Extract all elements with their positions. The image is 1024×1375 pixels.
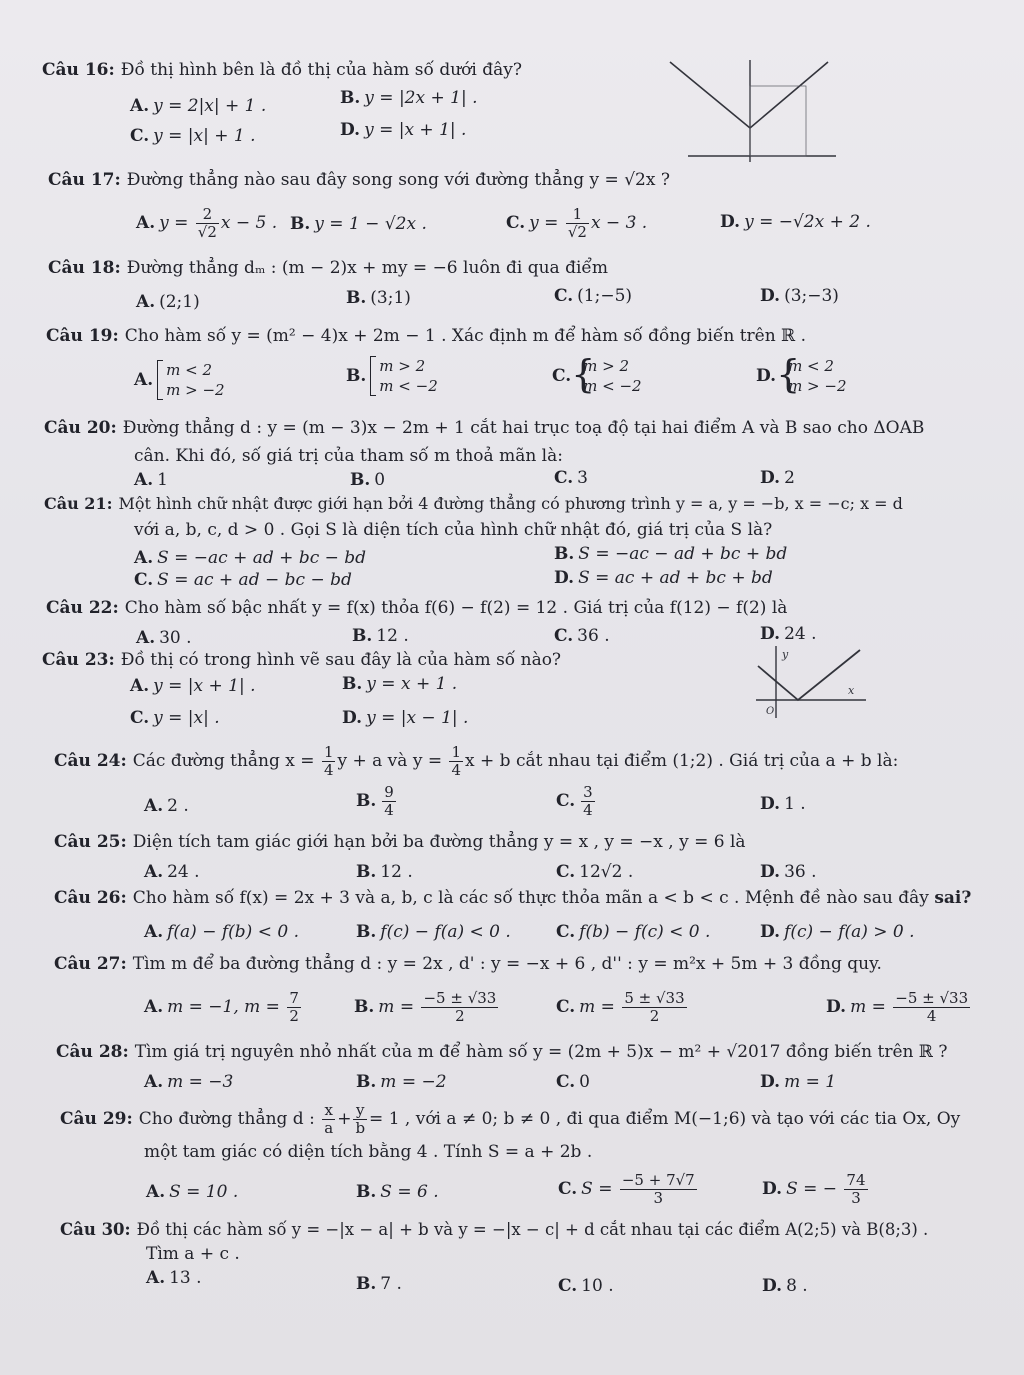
q26-option-d[interactable]: D. f(c) − f(a) > 0 . — [760, 922, 915, 942]
q23-graph-y-label: y — [782, 648, 789, 661]
q20-option-d[interactable]: D. 2 — [760, 468, 795, 488]
question-20-line2: cân. Khi đó, số giá trị của tham số m thoả mãn là: — [134, 446, 563, 466]
question-17: Câu 17: Đường thẳng nào sau đây song song với đường thẳng y = √2x ? — [48, 170, 670, 190]
q16-graph — [668, 56, 838, 166]
q29-option-c[interactable]: C. S = $\frac{-5 + 7√7}{3}$ — [558, 1171, 695, 1207]
question-28: Câu 28: Tìm giá trị nguyên nhỏ nhất của m để hàm số y = (2m + 5)x − m² + √2017 đồng biến trên ℝ ? — [56, 1042, 948, 1062]
q29-option-b[interactable]: B. S = 6 . — [356, 1182, 439, 1202]
q23-graph — [752, 644, 868, 720]
q23-option-b[interactable]: B. y = x + 1 . — [342, 674, 458, 694]
q27-option-a[interactable]: A. m = −1, m = $\frac{7}{2}$ — [144, 989, 299, 1025]
question-19: Câu 19: Cho hàm số y = (m² − 4)x + 2m − 1 . Xác định m để hàm số đồng biến trên ℝ . — [46, 326, 807, 346]
q24-option-c[interactable]: C. $\frac{3}{4}$ — [556, 783, 593, 819]
q25-option-b[interactable]: B. 12 . — [356, 862, 413, 882]
q30-option-c[interactable]: C. 10 . — [558, 1276, 614, 1296]
question-23: Câu 23: Đồ thị có trong hình vẽ sau đây là của hàm số nào? — [42, 650, 562, 670]
q16-option-c[interactable]: C. y = |x| + 1 . — [130, 126, 256, 146]
q20-option-b[interactable]: B. 0 — [350, 470, 386, 490]
q21-option-a[interactable]: A. S = −ac + ad + bc − bd — [134, 548, 367, 568]
q19-option-b[interactable]: B. m > 2 m < −2 — [346, 357, 438, 395]
q28-option-b[interactable]: B. m = −2 — [356, 1072, 447, 1092]
q18-option-b[interactable]: B. (3;1) — [346, 288, 411, 308]
q25-option-d[interactable]: D. 36 . — [760, 862, 817, 882]
question-30: Câu 30: Đồ thị các hàm số y = −|x − a| + b và y = −|x − c| + d cắt nhau tại các điểm A(2;5) và B(8;3) . — [60, 1220, 929, 1239]
q28-option-d[interactable]: D. m = 1 — [760, 1072, 837, 1092]
q23-option-a[interactable]: A. y = |x + 1| . — [130, 676, 256, 696]
question-30-line2: Tìm a + c . — [146, 1244, 240, 1264]
q28-option-a[interactable]: A. m = −3 — [144, 1072, 234, 1092]
question-22: Câu 22: Cho hàm số bậc nhất y = f(x) thỏa f(6) − f(2) = 12 . Giá trị của f(12) − f(2) là — [46, 598, 788, 618]
q23-graph-origin-label: O — [766, 706, 775, 717]
q16-option-d[interactable]: D. y = |x + 1| . — [340, 120, 467, 140]
q18-option-a[interactable]: A. (2;1) — [136, 292, 200, 312]
q18-option-d[interactable]: D. (3;−3) — [760, 286, 839, 306]
q16-option-a[interactable]: A. y = 2|x| + 1 . — [130, 96, 267, 116]
q27-option-d[interactable]: D. m = $\frac{-5 \pm √33}{4}$ — [826, 989, 969, 1025]
q27-option-b[interactable]: B. m = $\frac{-5 \pm √33}{2}$ — [354, 989, 497, 1025]
q19-option-d[interactable]: D. { m < 2 m > −2 — [756, 356, 847, 396]
q23-option-c[interactable]: C. y = |x| . — [130, 708, 220, 728]
q22-option-a[interactable]: A. 30 . — [136, 628, 192, 648]
question-21-line2: với a, b, c, d > 0 . Gọi S là diện tích của hình chữ nhật đó, giá trị của S là? — [134, 520, 773, 540]
q23-option-d[interactable]: D. y = |x − 1| . — [342, 708, 469, 728]
q22-option-b[interactable]: B. 12 . — [352, 626, 409, 646]
q27-option-c[interactable]: C. m = $\frac{5 \pm √33}{2}$ — [556, 989, 685, 1025]
question-18: Câu 18: Đường thẳng dₘ : (m − 2)x + my = −6 luôn đi qua điểm — [48, 258, 608, 278]
q30-option-b[interactable]: B. 7 . — [356, 1274, 402, 1294]
q30-option-a[interactable]: A. 13 . — [146, 1268, 202, 1288]
question-16: Câu 16: Đồ thị hình bên là đồ thị của hàm số dưới đây? — [42, 60, 522, 80]
q24-option-d[interactable]: D. 1 . — [760, 794, 806, 814]
q21-option-c[interactable]: C. S = ac + ad − bc − bd — [134, 570, 352, 590]
question-24: Câu 24: Các đường thẳng x = $\frac{1}{4}$ y + a và y = $\frac{1}{4}$ x + b cắt nhau tại điểm (1;2) . Giá trị của a + b là: — [54, 743, 899, 779]
q20-option-a[interactable]: A. 1 — [134, 470, 168, 490]
q26-option-b[interactable]: B. f(c) − f(a) < 0 . — [356, 922, 511, 942]
q24-option-a[interactable]: A. 2 . — [144, 796, 189, 816]
q25-option-a[interactable]: A. 24 . — [144, 862, 200, 882]
q19-option-c[interactable]: C. { m > 2 m < −2 — [552, 356, 642, 396]
q28-option-c[interactable]: C. 0 — [556, 1072, 590, 1092]
q24-option-b[interactable]: B. $\frac{9}{4}$ — [356, 783, 394, 819]
question-29: Câu 29: Cho đường thẳng d : $\frac{x}{a}$ + $\frac{y}{b}$ = 1 , với a ≠ 0; b ≠ 0 , đi qua điểm M(−1;6) và tạo với các tia Ox, Oy — [60, 1101, 961, 1137]
q26-option-a[interactable]: A. f(a) − f(b) < 0 . — [144, 922, 299, 942]
q20-option-c[interactable]: C. 3 — [554, 468, 588, 488]
q22-option-d[interactable]: D. 24 . — [760, 624, 817, 644]
q17-option-b[interactable]: B. y = 1 − √2x . — [290, 214, 427, 234]
question-25: Câu 25: Diện tích tam giác giới hạn bởi ba đường thẳng y = x , y = −x , y = 6 là — [54, 832, 746, 852]
q22-option-c[interactable]: C. 36 . — [554, 626, 610, 646]
q17-option-a[interactable]: A. y = $\frac{2}{√2}$ x − 5 . — [136, 205, 278, 241]
q26-option-c[interactable]: C. f(b) − f(c) < 0 . — [556, 922, 711, 942]
q21-option-d[interactable]: D. S = ac + ad + bc + bd — [554, 568, 773, 588]
q16-option-b[interactable]: B. y = |2x + 1| . — [340, 88, 478, 108]
q19-option-a[interactable]: A. m < 2 m > −2 — [134, 361, 225, 399]
question-20: Câu 20: Đường thẳng d : y = (m − 3)x − 2m + 1 cắt hai trục toạ độ tại hai điểm A và B sao cho ΔOAB — [44, 418, 925, 438]
question-21: Câu 21: Một hình chữ nhật được giới hạn bởi 4 đường thẳng có phương trình y = a, y = −b, x = −c; x = d — [44, 494, 903, 513]
q29-option-a[interactable]: A. S = 10 . — [146, 1182, 239, 1202]
q23-graph-x-label: x — [848, 684, 855, 697]
q29-option-d[interactable]: D. S = − $\frac{74}{3}$ — [762, 1171, 866, 1207]
q17-option-d[interactable]: D. y = −√2x + 2 . — [720, 212, 871, 232]
question-26: Câu 26: Cho hàm số f(x) = 2x + 3 và a, b, c là các số thực thỏa mãn a < b < c . Mệnh đề nào sau đây sai? — [54, 888, 972, 908]
question-27: Câu 27: Tìm m để ba đường thẳng d : y = 2x , d' : y = −x + 6 , d'' : y = m²x + 5m + 3 đồng quy. — [54, 954, 882, 974]
q25-option-c[interactable]: C. 12√2 . — [556, 862, 634, 882]
q17-option-c[interactable]: C. y = $\frac{1}{√2}$ x − 3 . — [506, 205, 648, 241]
q30-option-d[interactable]: D. 8 . — [762, 1276, 808, 1296]
q21-option-b[interactable]: B. S = −ac − ad + bc + bd — [554, 544, 788, 564]
q18-option-c[interactable]: C. (1;−5) — [554, 286, 633, 306]
question-29-line2: một tam giác có diện tích bằng 4 . Tính S = a + 2b . — [144, 1142, 593, 1162]
